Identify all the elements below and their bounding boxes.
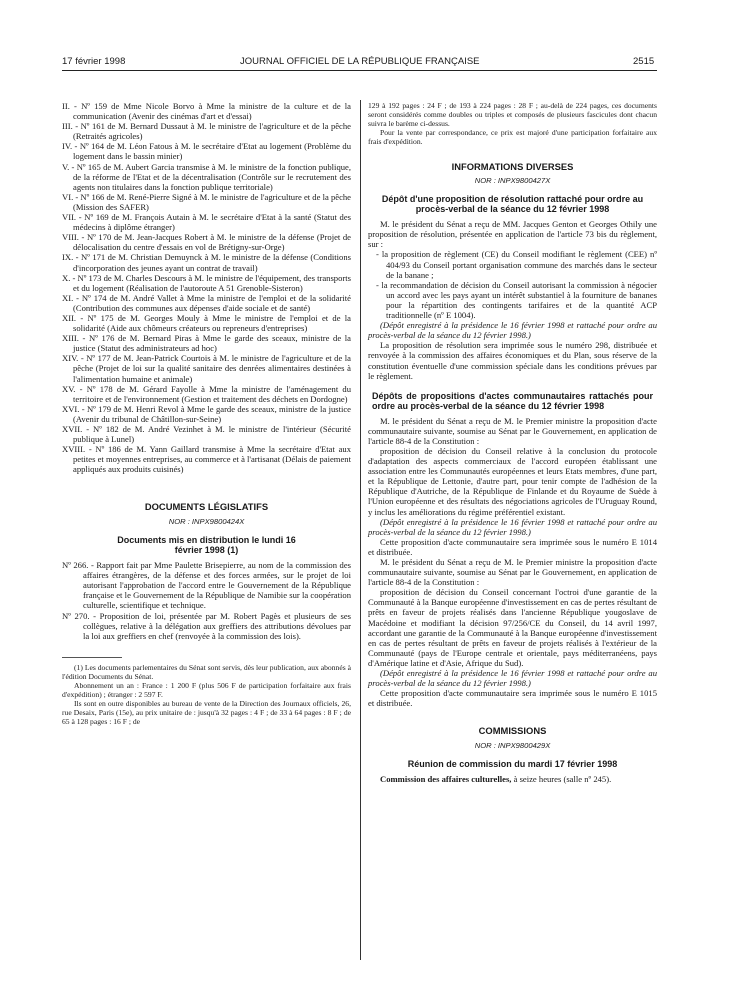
- page-number: 2515: [633, 56, 655, 67]
- journal-title: JOURNAL OFFICIEL DE LA RÉPUBLIQUE FRANÇAISE: [240, 56, 480, 67]
- footnote: Ils sont en outre disponibles au bureau de vente de la Direction des Journaux officiels, 26, rue Desaix, Paris (15e), au prix unitaire de : jusqu'à 32 pages : 4 F ; de 33 à 64 pages : 8 F ; de 65 à 128 pages : 16 F ; de: [62, 699, 351, 727]
- question-item: II. - Nº 159 de Mme Nicole Borvo à Mme la ministre de la culture et de la communication (Avenir des cinémas d'art et d'essai): [62, 101, 351, 122]
- question-item: XIII. - Nº 176 de M. Bernard Piras à Mme le garde des sceaux, ministre de la justice (Statut des administrateurs ad hoc): [62, 333, 351, 354]
- question-item: VI. - Nº 166 de M. René-Pierre Signé à M. le ministre de l'agriculture et de la pêche (Mission des SAFER): [62, 191, 351, 212]
- question-item: V. - Nº 165 de M. Aubert Garcia transmise à M. le ministre de la fonction publique, de la réforme de l'Etat et de la décentralisation (Contrôle sur le recrutement des agents non titulaires dans la fonction publique territoriale): [62, 161, 351, 192]
- header-rule: [62, 70, 657, 71]
- header-date: 17 février 1998: [62, 56, 126, 67]
- paragraph: proposition de décision du Conseil concernant l'octroi d'une garantie de la Communauté à la Banque européenne d'investissement en cas de pertes résultant de prêts en faveur de projets réalisés dans l'ancienne République yougoslave de Macédoine et modifiant la décision 97/256/CE du Conseil, du 14 avril 1997, accordant une garantie de la Communauté à la Banque européenne d'investissement en cas de pertes résultant de prêts en faveur de projets réalisés à l'extérieur de la Communauté (pays de l'Europe centrale et orientale, pays méditerranéens, pays d'Amérique latine et d'Asie, Afrique du Sud).: [368, 587, 657, 668]
- footnote-continued: Pour la vente par correspondance, ce prix est majoré d'une participation forfaitaire aux frais d'expédition.: [368, 128, 657, 146]
- italic-note: (Dépôt enregistré à la présidence le 16 février 1998 et rattaché pour ordre au procès-verbal de la séance du 12 février 1998.): [368, 668, 657, 689]
- question-list: [62, 101, 351, 474]
- dash-item: - la proposition de règlement (CE) du Conseil modifiant le règlement (CEE) nº 404/93 du Conseil portant organisation commune des marchés dans le secteur de la banane ;: [376, 249, 657, 280]
- commission-name: Commission des affaires culturelles,: [380, 773, 512, 784]
- nor-text: NOR : INPX9800429X: [474, 740, 551, 750]
- subsection-title: Documents mis en distribution le lundi 16 février 1998 (1): [117, 534, 296, 555]
- nor-code: [368, 176, 657, 186]
- question-item: XVII. - Nº 182 de M. André Vezinhet à M. le ministre de l'intérieur (Sécurité publique à Lunel): [62, 424, 351, 445]
- section-title-informations: INFORMATIONS DIVERSES: [451, 161, 574, 172]
- footnote: (1) Les documents parlementaires du Sénat sont servis, dès leur publication, aux abonnés à l'édition Documents du Sénat.: [62, 663, 351, 682]
- footnote-rule: [62, 657, 122, 658]
- question-item: XIV. - Nº 177 de M. Jean-Patrick Courtois à M. le ministre de l'agriculture et de la pêche (Projet de loi sur la qualité sanitaire des denrées alimentaires destinées à l'alimentation humaine et animale): [62, 353, 351, 384]
- question-item: IX. - Nº 171 de M. Christian Demuynck à M. le ministre de la défense (Conditions d'incorporation des jeunes ayant un contrat de travail): [62, 252, 351, 273]
- footnote-continued: 129 à 192 pages : 24 F ; de 193 à 224 pages : 28 F ; au-delà de 224 pages, ces documents seront considérés comme doubles ou triples et composés de plusieurs fascicules dont chacun suivra le barème ci-dessus.: [368, 101, 657, 128]
- section-title-commissions: COMMISSIONS: [478, 725, 547, 737]
- question-item: XI. - Nº 174 de M. André Vallet à Mme la ministre de l'emploi et de la solidarité (Contribution des communes aux dépenses d'aide sociale et de santé): [62, 292, 351, 313]
- question-item: VIII. - Nº 170 de M. Jean-Jacques Robert à M. le ministre de la défense (Projet de délocalisation du centre d'essais en vol de Brétigny-sur-Orge): [62, 232, 351, 253]
- question-item: XVI. - Nº 179 de M. Henri Revol à Mme le garde des sceaux, ministre de la justice (Avenir du tribunal de Châtillon-sur-Seine): [62, 403, 351, 424]
- nor-code: [368, 741, 657, 751]
- italic-note: (Dépôt enregistré à la présidence le 16 février 1998 et rattaché pour ordre au procès-verbal de la séance du 12 février 1998.): [368, 320, 657, 341]
- left-column: [62, 101, 351, 726]
- question-item: IV. - Nº 164 de M. Léon Fatous à M. le secrétaire d'Etat au logement (Problème du logement dans le bassin minier): [62, 141, 351, 162]
- paragraph: Cette proposition d'acte communautaire sera imprimée sous le numéro E 1015 et distribuée.: [368, 688, 657, 709]
- paragraph: [368, 774, 657, 784]
- paragraph: Cette proposition d'acte communautaire sera imprimée sous le numéro E 1014 et distribuée.: [368, 536, 657, 557]
- subsection-title: Dépôts de propositions d'actes communautaires rattachés pour ordre au procès-verbal de la séance du 12 février 1998: [372, 390, 653, 411]
- dash-item: - la recommandation de décision du Conseil autorisant la commission à négocier un accord avec les pays ayant un intérêt substantiel à la fourniture de bananes pour la répartition des contingents tarifaires et de la quantité ACP traditionnelle (nº E 1004).: [376, 279, 657, 321]
- paragraph: M. le président du Sénat a reçu de M. le Premier ministre la proposition d'acte communautaire suivante, soumise au Sénat par le Gouvernement, en application de l'article 88-4 de la Constitution :: [368, 557, 657, 588]
- page-header: [0, 56, 731, 70]
- subsection-title: Réunion de commission du mardi 17 février 1998: [407, 758, 618, 769]
- paragraph: La proposition de résolution sera imprimée sous le numéro 298, distribuée et renvoyée à la commission des affaires économiques et du Plan, sous réserve de la constitution éventuelle d'une commission spéciale dans les conditions prévues par le règlement.: [368, 340, 657, 381]
- nor-text: NOR : INPX9800427X: [474, 176, 551, 186]
- right-column: [368, 101, 657, 784]
- question-item: XVIII. - Nº 186 de M. Yann Gaillard transmise à Mme la secrétaire d'Etat aux petites et moyennes entreprises, au commerce et à l'artisanat (Délais de paiement appliqués aux produits cuisinés): [62, 444, 351, 475]
- question-item: VII. - Nº 169 de M. François Autain à M. le secrétaire d'Etat à la santé (Statut des médecins à diplôme étranger): [62, 212, 351, 233]
- italic-note: (Dépôt enregistré à la présidence le 16 février 1998 et rattaché pour ordre au procès-verbal de la séance du 12 février 1998.): [368, 516, 657, 537]
- commission-time: à seize heures (salle nº 245).: [513, 773, 612, 784]
- question-item: XII. - Nº 175 de M. Georges Mouly à Mme le ministre de l'emploi et de la solidarité (Aide aux chômeurs créateurs ou repreneurs d'entreprises): [62, 312, 351, 334]
- document-item: Nº 266. - Rapport fait par Mme Paulette Brisepierre, au nom de la commission des affaires étrangères, de la défense et des forces armées, sur le projet de loi autorisant l'approbation de l'accord entre le Gouvernement de la République française et le Gouvernement de la République de Namibie sur la coopération culturelle, scientifique et technique.: [62, 559, 351, 611]
- paragraph: proposition de décision du Conseil relative à la conclusion du protocole d'adaptation des aspects commerciaux de l'accord européen établissant une association entre les Communautés européennes et leurs Etats membres, d'une part, et la République de Lettonie, d'autre part, pour tenir compte de l'adhésion de la République d'Autriche, de la République de Finlande et du Royaume de Suède à l'Union européenne et des résultats des négociations agricoles de l'Uruguay Round, y inclus les améliorations du régime préférentiel existant.: [368, 445, 657, 517]
- paragraph: M. le président du Sénat a reçu de M. le Premier ministre la proposition d'acte communautaire suivante, soumise au Sénat par le Gouvernement, en application de l'article 88-4 de la Constitution :: [368, 415, 657, 446]
- section-title-documents: DOCUMENTS LÉGISLATIFS: [144, 501, 269, 513]
- question-item: III. - Nº 161 de M. Bernard Dussaut à M. le ministre de l'agriculture et de la pêche (Retraités agricoles): [62, 121, 351, 142]
- subsection-title: Dépôt d'une proposition de résolution rattaché pour ordre au procès-verbal de la séance du 12 février 1998: [381, 194, 644, 215]
- nor-code: [62, 517, 351, 527]
- column-divider: [360, 100, 361, 960]
- paragraph: M. le président du Sénat a reçu de MM. Jacques Genton et Georges Othily une proposition de résolution, présentée en application de l'article 73 bis du règlement, sur :: [368, 219, 657, 250]
- document-item: Nº 270. - Proposition de loi, présentée par M. Robert Pagès et plusieurs de ses collègues, relative à la délégation aux greffiers des attributions dévolues par la loi aux greffiers en chef (renvoyée à la commission des lois).: [62, 611, 351, 642]
- question-item: XV. - Nº 178 de M. Gérard Fayolle à Mme la ministre de l'aménagement du territoire et de l'environnement (Gestion et traitement des déchets en Dordogne): [62, 383, 351, 404]
- nor-text: NOR : INPX9800424X: [168, 516, 245, 526]
- footnote: Abonnement un an : France : 1 200 F (plus 506 F de participation forfaitaire aux frais d'expédition) ; étranger : 2 597 F.: [62, 681, 351, 700]
- question-item: X. - Nº 173 de M. Charles Descours à M. le ministre de l'équipement, des transports et du logement (Réalisation de l'autoroute A 51 Grenoble-Sisteron): [62, 272, 351, 293]
